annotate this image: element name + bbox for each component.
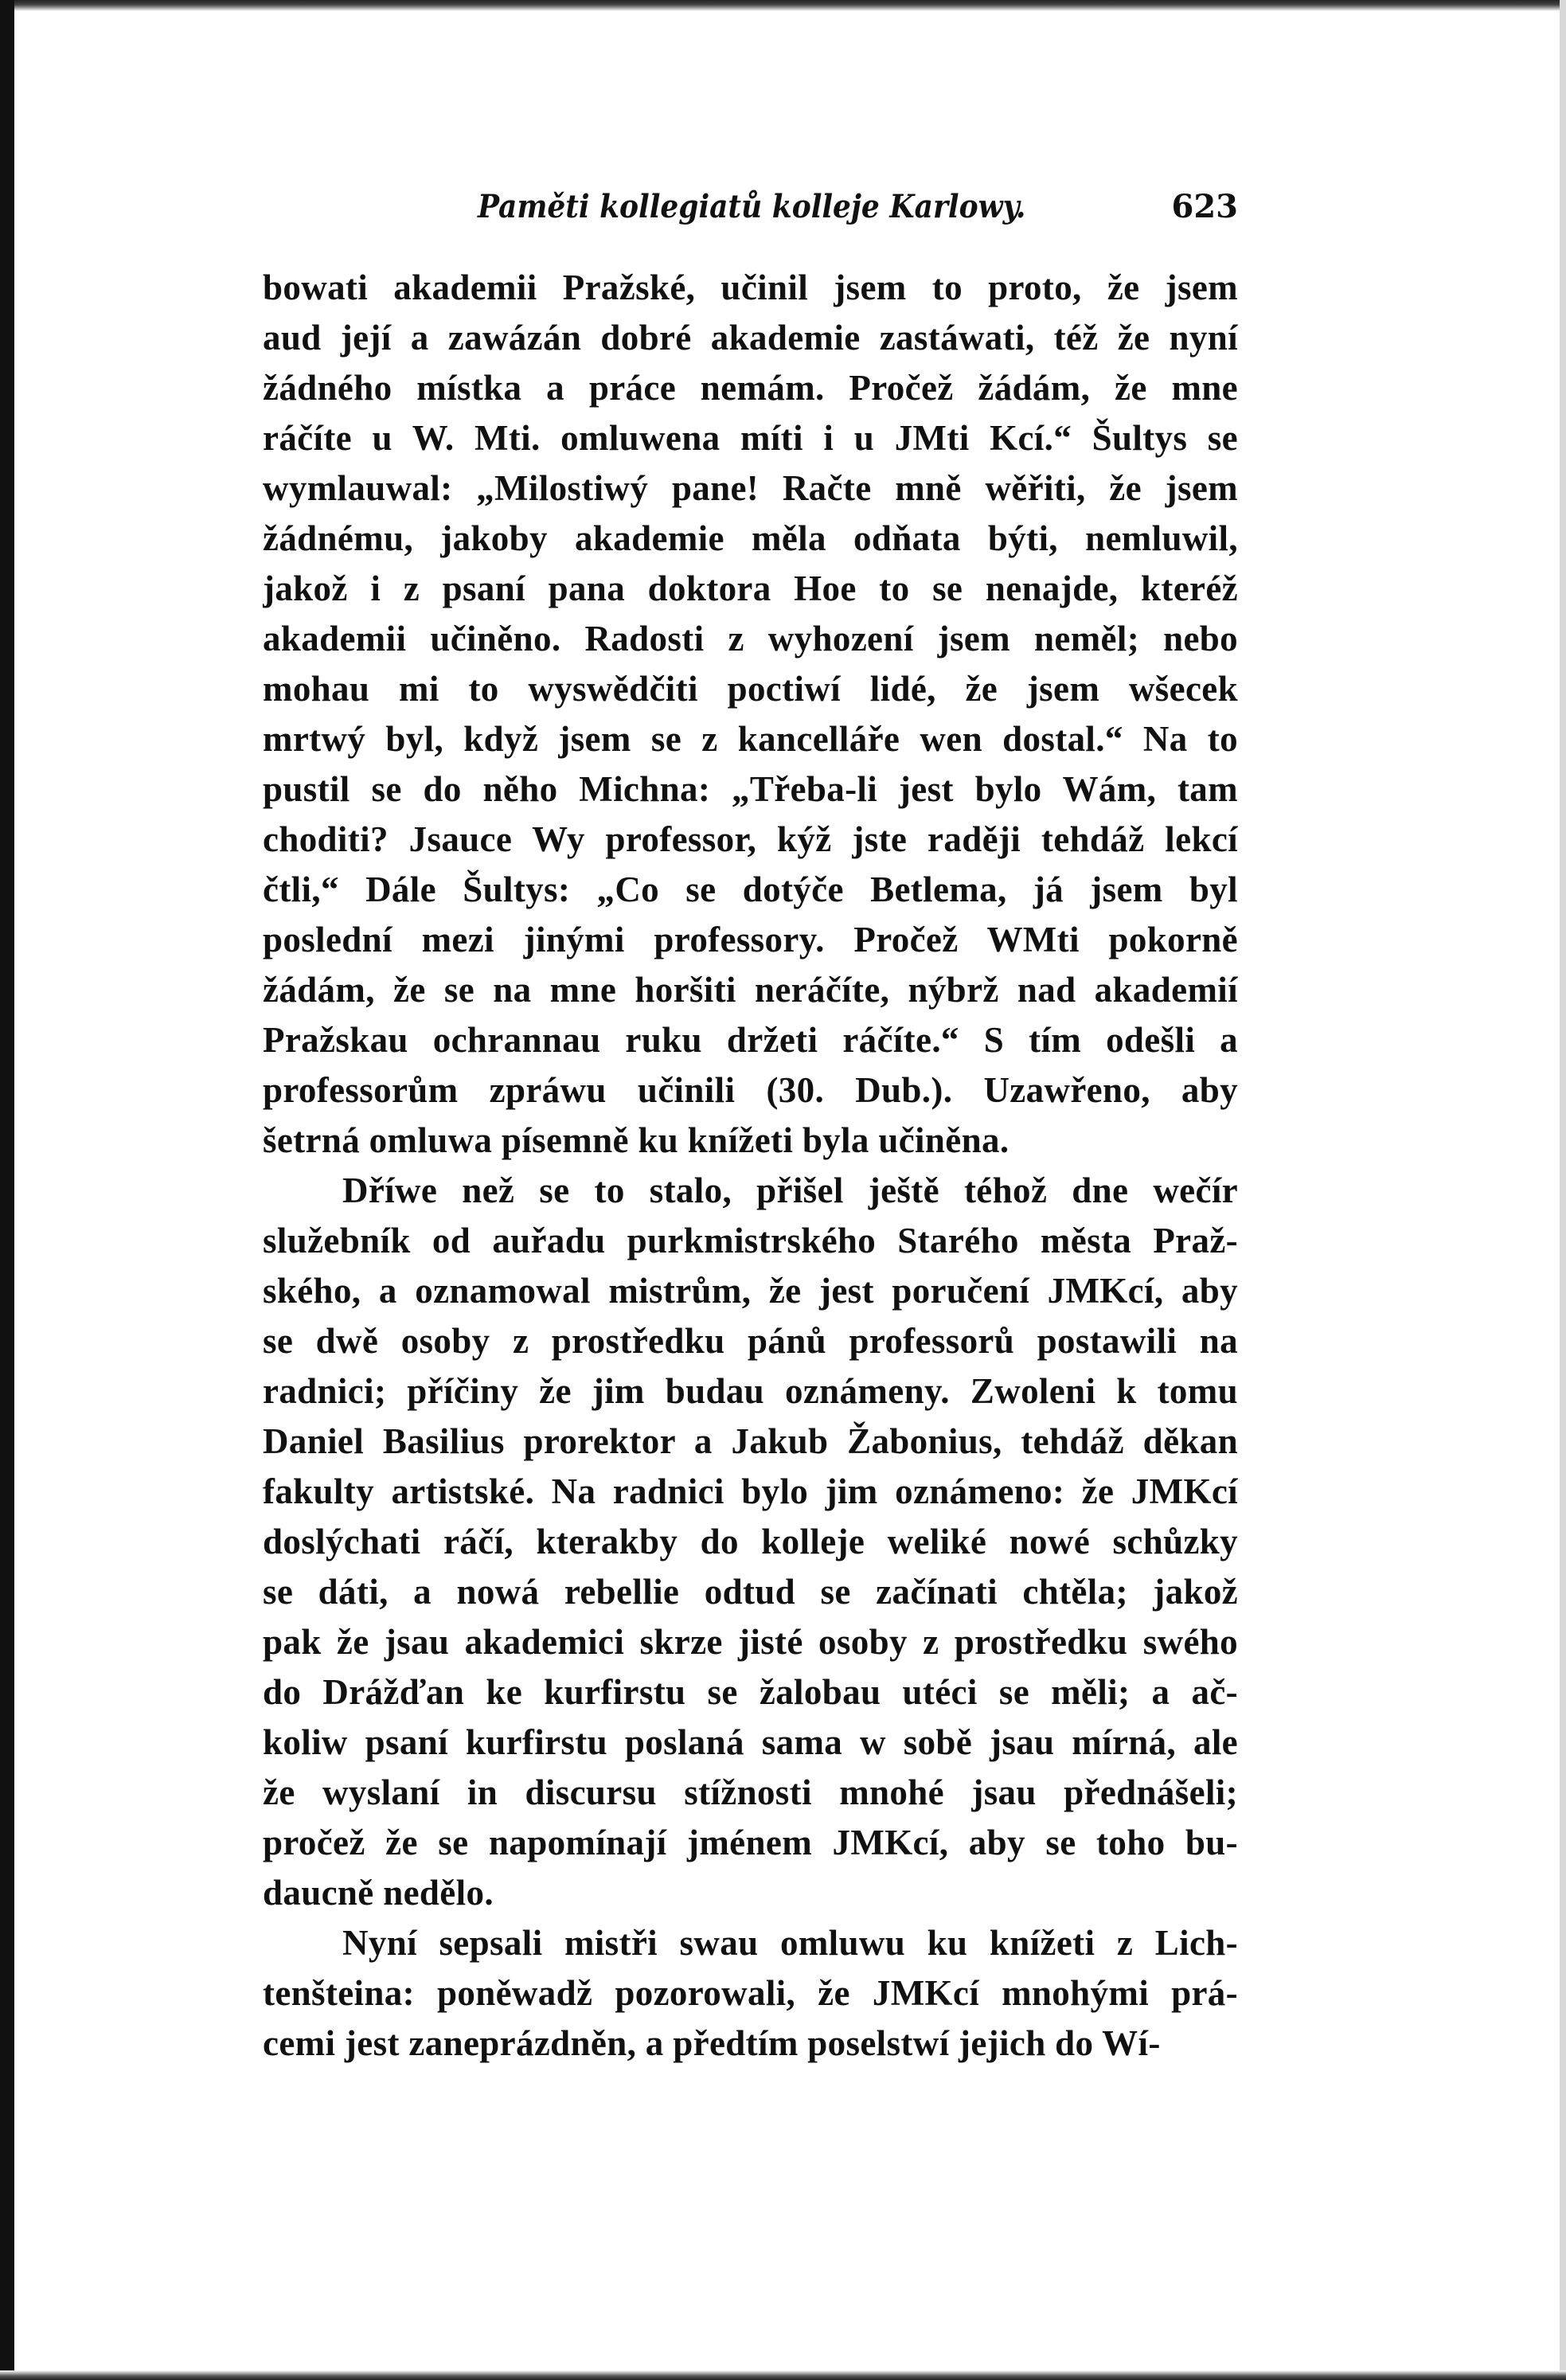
text-line: jakož i z psaní pana doktora Hoe to se nenajde, kteréž xyxy=(263,569,1238,608)
page-top-edge xyxy=(0,0,1566,11)
text-line: fakulty artistské. Na radnici bylo jim oznámeno: že JMKcí xyxy=(263,1471,1238,1511)
text-line: služebník od auřadu purkmistrského Starého města Praž- xyxy=(263,1221,1238,1260)
text-line: bowati akademii Pražské, učinil jsem to proto, že jsem xyxy=(263,268,1238,307)
text-line: poslední mezi jinými professory. Pročež WMti pokorně xyxy=(263,920,1238,959)
text-line: daucně nedělo. xyxy=(263,1873,494,1913)
paragraph xyxy=(263,263,1238,1166)
text-line: do Drážďan ke kurfirstu se žalobau utéci se měli; a ač- xyxy=(263,1672,1238,1712)
text-line: tenšteina: poněwadž pozorowali, že JMKcí mnohými prá- xyxy=(263,1973,1238,2013)
text-line: professorům zpráwu učinili (30. Dub.). Uzawřeno, aby xyxy=(263,1070,1238,1110)
text-line: žádám, že se na mne horšiti neráčíte, nýbrž nad akademií xyxy=(263,970,1238,1010)
page-left-edge xyxy=(0,0,14,2380)
page-bottom-edge xyxy=(0,2370,1566,2380)
paragraph xyxy=(263,1918,1238,2069)
page-header xyxy=(263,188,1238,239)
text-line: šetrná omluwa písemně ku knížeti byla učiněna. xyxy=(263,1120,1010,1160)
text-line: radnici; příčiny že jim budau oznámeny. Zwoleni k tomu xyxy=(263,1371,1238,1411)
text-line: mohau mi to wyswědčiti poctiwí lidé, že jsem wšecek xyxy=(263,669,1238,709)
text-line: žádnému, jakoby akademie měla odňata býti, nemluwil, xyxy=(263,518,1238,558)
page-right-edge xyxy=(1560,0,1566,2380)
text-line: Dříwe než se to stalo, přišel ještě téhož dne wečír xyxy=(342,1170,1238,1210)
text-line: pročež že se napomínají jménem JMKcí, aby se toho bu- xyxy=(263,1823,1238,1862)
text-line: se dwě osoby z prostředku pánů professorů postawili na xyxy=(263,1321,1238,1361)
text-line: čtli,“ Dále Šultys: „Co se dotýče Betlema, já jsem byl xyxy=(263,870,1238,909)
text-line: pustil se do něho Michna: „Třeba-li jest bylo Wám, tam xyxy=(263,769,1238,809)
text-line: koliw psaní kurfirstu poslaná sama w sobě jsau mírná, ale xyxy=(263,1722,1238,1762)
text-line: cemi jest zaneprázdněn, a předtím poselstwí jejich do Wí- xyxy=(263,2023,1161,2063)
page-number: 623 xyxy=(1171,188,1238,225)
text-line: se dáti, a nowá rebellie odtud se začínati chtěla; jakož xyxy=(263,1572,1238,1612)
text-line: akademii učiněno. Radosti z wyhození jsem neměl; nebo xyxy=(263,619,1238,659)
text-line: wymlauwal: „Milostiwý pane! Račte mně wěřiti, že jsem xyxy=(263,468,1238,508)
text-line: žádného místka a práce nemám. Pročež žádám, že mne xyxy=(263,368,1238,408)
text-line: pak že jsau akademici skrze jisté osoby z prostředku swého xyxy=(263,1622,1238,1662)
text-line: doslýchati ráčí, kterakby do kolleje weliké nowé schůzky xyxy=(263,1522,1238,1561)
text-line: Nyní sepsali mistři swau omluwu ku knížeti z Lich- xyxy=(342,1923,1238,1963)
text-line: Pražskau ochrannau ruku držeti ráčíte.“ S tím odešli a xyxy=(263,1020,1238,1060)
running-title: Paměti kollegiatů kolleje Karlowy. xyxy=(478,188,1026,225)
text-line: ráčíte u W. Mti. omluwena míti i u JMti Kcí.“ Šultys se xyxy=(263,418,1238,458)
text-line: aud její a zawázán dobré akademie zastáwati, též že nyní xyxy=(263,318,1238,358)
text-line: ského, a oznamowal mistrům, že jest poručení JMKcí, aby xyxy=(263,1271,1238,1311)
text-line: že wyslaní in discursu stížnosti mnohé jsau přednášeli; xyxy=(263,1772,1238,1812)
paragraph xyxy=(263,1166,1238,1918)
text-line: choditi? Jsauce Wy professor, kýž jste raději tehdáž lekcí xyxy=(263,819,1238,859)
text-line: mrtwý byl, když jsem se z kancelláře wen dostal.“ Na to xyxy=(263,719,1238,759)
text-line: Daniel Basilius prorektor a Jakub Žabonius, tehdáž děkan xyxy=(263,1421,1238,1461)
body-text xyxy=(263,263,1238,2069)
